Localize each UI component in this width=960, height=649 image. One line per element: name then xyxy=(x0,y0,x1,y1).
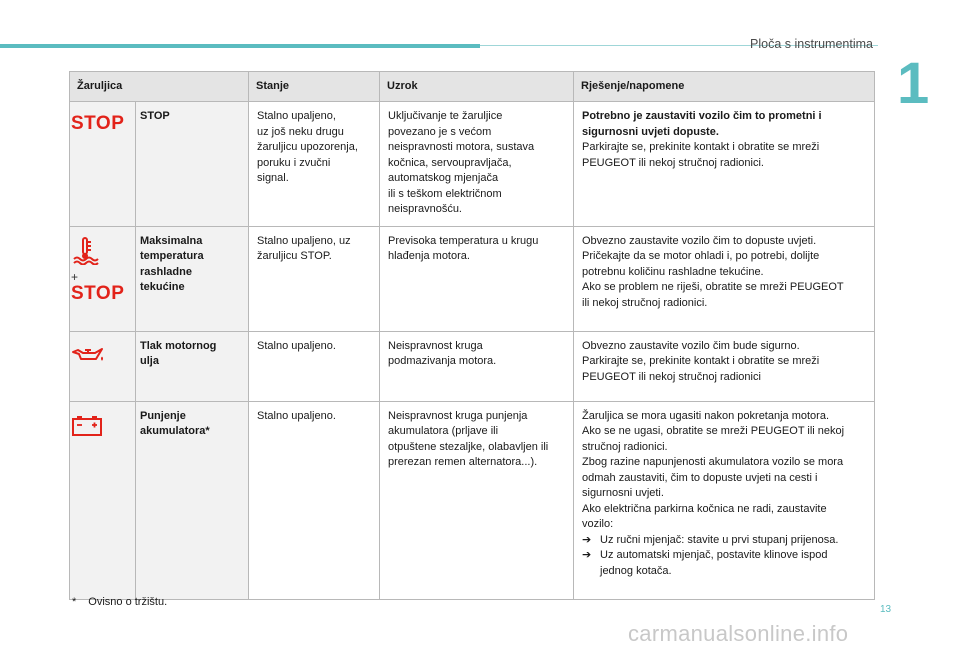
plus-sign: + xyxy=(71,270,79,284)
warning-lights-table xyxy=(69,71,875,600)
header-solution: Rješenje/napomene xyxy=(574,72,875,102)
row-state: Stalno upaljeno, uz još neku drugu žaruljicu upozorenja, poruku i zvučni signal. xyxy=(249,102,380,227)
row-cause: Neispravnost kruga punjenja akumulatora (prljave ili otpuštene stezaljke, olabavljen ili prerezan remen alternatora...). xyxy=(380,401,574,599)
table-row xyxy=(70,102,875,227)
row-solution: Obvezno zaustavite vozilo čim bude sigurno. Parkirajte se, prekinite kontakt i obratite se mreži PEUGEOT ili nekoj stručnoj radionici xyxy=(574,331,875,401)
row-state: Stalno upaljeno, uz žaruljicu STOP. xyxy=(249,226,380,331)
row-name: Maksimalna temperatura rashladne tekućine xyxy=(136,226,249,331)
header-cause: Uzrok xyxy=(380,72,574,102)
row-state: Stalno upaljeno. xyxy=(249,401,380,599)
arrow-icon: ➔ xyxy=(582,549,592,561)
table-header-row xyxy=(70,72,875,102)
footnote-text: Ovisno o tržištu. xyxy=(88,596,168,608)
row-solution: Žaruljica se mora ugasiti nakon pokretanja motora. Ako se ne ugasi, obratite se mreži PEUGEOT ili nekoj stručnoj radionici. Zbog razine napunjenosti akumulatora vozilo se mora odmah zaustaviti, čim to dopuste uvjeti na cesti i sigurnosni uvjeti. Ako električna parkirna kočnica ne radi, zaustavite vozilo: ➔ Uz ručni mjenjač: stavite u prvi stupanj prijenosa. ➔ Uz automatski mjenjač, postavite klinove ispod jednog kotača. xyxy=(574,401,875,599)
page-number: 13 xyxy=(880,604,892,615)
footnote-marker: * xyxy=(72,596,77,608)
arrow-icon: ➔ xyxy=(582,533,592,546)
row-icon-cell xyxy=(70,102,136,227)
row-name: STOP xyxy=(136,102,249,227)
oil-pressure-icon xyxy=(71,346,105,364)
row-state: Stalno upaljeno. xyxy=(249,331,380,401)
list-item: ➔ Uz automatski mjenjač, postavite klinove ispod jednog kotača. xyxy=(582,549,828,577)
table-row xyxy=(70,226,875,331)
header-accent-bar xyxy=(0,44,480,48)
section-title: Ploča s instrumentima xyxy=(750,37,873,51)
footnote xyxy=(72,596,167,608)
row-solution: Obvezno zaustavite vozilo čim to dopuste uvjeti. Pričekajte da se motor ohladi i, po potrebi, dolijte potrebnu količinu rashladne tekućine. Ako se problem ne riješi, obratite se mreži PEUGEOT ili nekoj stručnoj radionici. xyxy=(574,226,875,331)
stop-warning-icon: STOP xyxy=(71,283,125,304)
row-solution: Potrebno je zaustaviti vozilo čim to prometni i sigurnosni uvjeti dopuste. Parkirajte se, prekinite kontakt i obratite se mreži PEUGEOT ili nekoj stručnoj radionici. xyxy=(574,102,875,227)
row-name: Tlak motornog ulja xyxy=(136,331,249,401)
row-cause: Previsoka temperatura u krugu hlađenja motora. xyxy=(380,226,574,331)
row-icon-cell xyxy=(70,226,136,331)
row-icon-cell xyxy=(70,401,136,599)
watermark: carmanualsonline.info xyxy=(628,621,849,646)
stop-warning-icon: STOP xyxy=(71,113,125,134)
header-warning-light: Žaruljica xyxy=(70,72,249,102)
chapter-number: 1 xyxy=(897,51,930,116)
row-icon-cell xyxy=(70,331,136,401)
row-name: Punjenje akumulatora* xyxy=(136,401,249,599)
list-item: ➔ Uz ručni mjenjač: stavite u prvi stupanj prijenosa. xyxy=(582,533,866,549)
battery-icon xyxy=(71,414,103,436)
row-cause: Uključivanje te žaruljice povezano je s većom neispravnosti motora, sustava kočnica, servoupravljača, automatskog mjenjača ili s teškom električnom neispravnošću. xyxy=(380,102,574,227)
table-row xyxy=(70,401,875,599)
coolant-temperature-icon xyxy=(71,237,99,265)
header-state: Stanje xyxy=(249,72,380,102)
row-cause: Neispravnost kruga podmazivanja motora. xyxy=(380,331,574,401)
table-row xyxy=(70,331,875,401)
